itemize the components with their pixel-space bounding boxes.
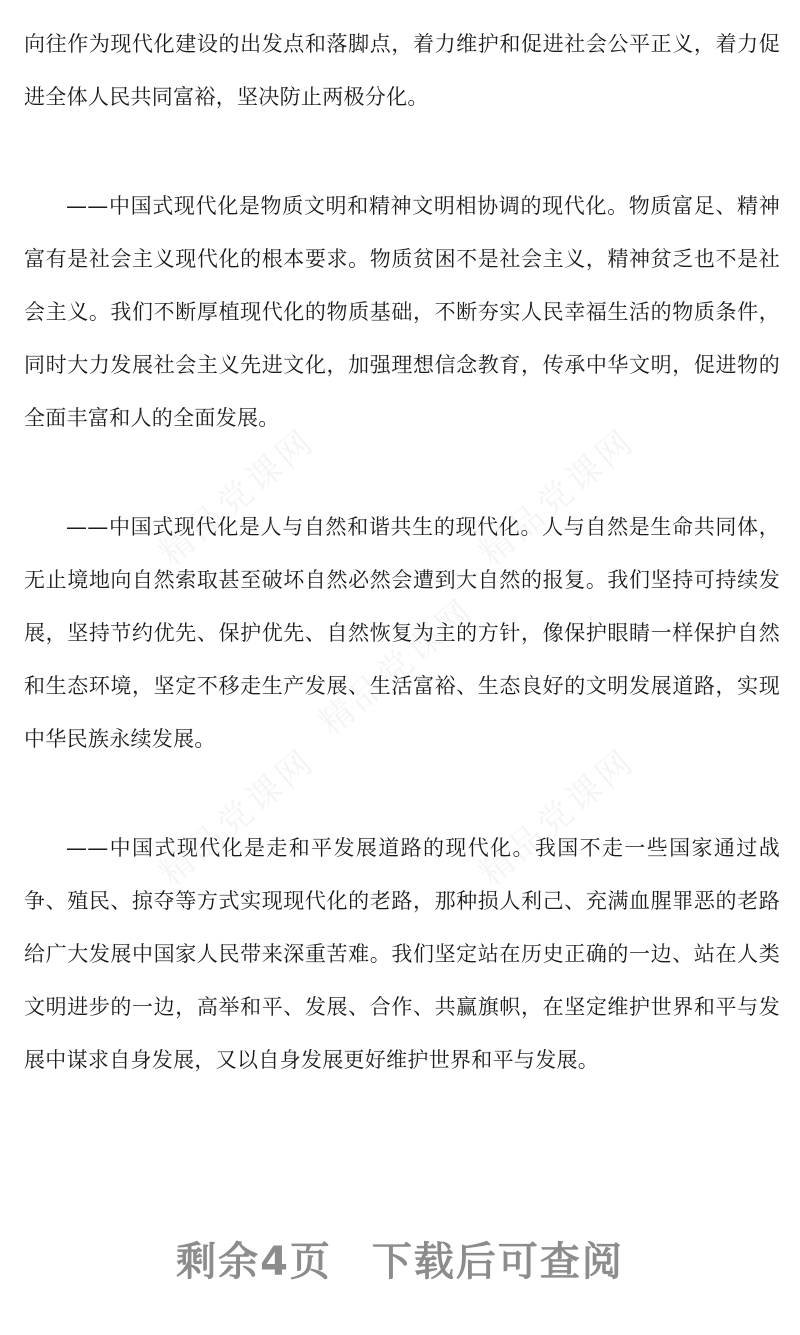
- watermark: 精品党课网: [471, 420, 643, 574]
- download-to-view-label: 下载后可查阅: [371, 1239, 624, 1285]
- watermark: 精品党课网: [471, 740, 643, 894]
- paragraph: ——中国式现代化是物质文明和精神文明相协调的现代化。物质富足、精神富有是社会主义现代化的根本要求。物质贫困不是社会主义，精神贫乏也不是社会主义。我们不断厚植现代化的物质基础，不断夯实人民幸福生活的物质条件，同时大力发展社会主义先进文化，加强理想信念教育，传承中华文明，促进物的全面丰富和人的全面发展。: [24, 194, 780, 430]
- paragraph: 向往作为现代化建设的出发点和落脚点，着力维护和促进社会公平正义，着力促进全体人民共同富裕，坚决防止两极分化。: [24, 32, 780, 109]
- paragraph: ——中国式现代化是走和平发展道路的现代化。我国不走一些国家通过战争、殖民、掠夺等方式实现现代化的老路，那种损人利己、充满血腥罪恶的老路给广大发展中国家人民带来深重苦难。我们坚定站在历史正确的一边、站在人类文明进步的一边，高举和平、发展、合作、共赢旗帜，在坚定维护世界和平与发展中谋求自身发展，又以自身发展更好维护世界和平与发展。: [24, 836, 780, 1072]
- paragraph: ——中国式现代化是人与自然和谐共生的现代化。人与自然是生命共同体，无止境地向自然索取甚至破坏自然必然会遭到大自然的报复。我们坚持可持续发展，坚持节约优先、保护优先、自然恢复为主的方针，像保护眼睛一样保护自然和生态环境，坚定不移走生产发展、生活富裕、生态良好的文明发展道路，实现中华民族永续发展。: [24, 515, 780, 751]
- watermark: 精品党课网: [311, 590, 483, 744]
- watermark: 精品党课网: [151, 740, 323, 894]
- watermark: 精品党课网: [151, 420, 323, 574]
- remaining-pages-label: 剩余4页: [176, 1239, 332, 1285]
- download-banner[interactable]: [0, 1230, 800, 1287]
- document-body: [24, 18, 780, 1087]
